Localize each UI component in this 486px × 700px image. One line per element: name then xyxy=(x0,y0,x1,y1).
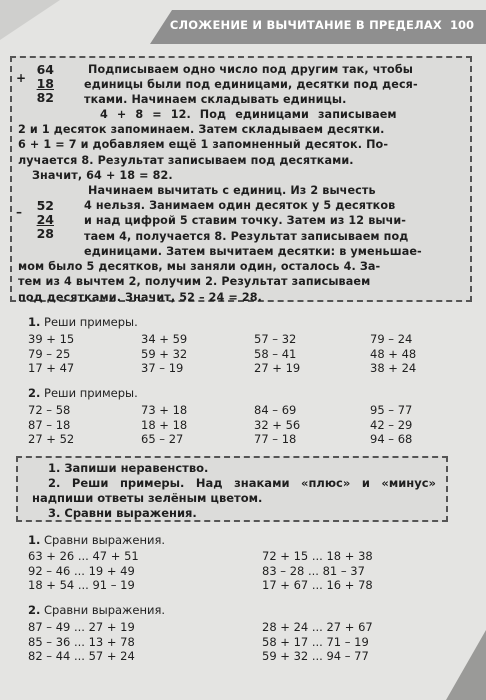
task1-example: 79 – 24 xyxy=(370,332,413,346)
task2-example: 72 – 58 xyxy=(28,403,71,417)
comparison-expression: 83 – 28 ... 81 – 37 xyxy=(262,563,365,578)
task1-number: 1. xyxy=(28,315,41,329)
addition-column xyxy=(28,63,54,105)
subtraction-explanation xyxy=(84,183,464,244)
add-line-6: 6 + 1 = 7 и добавляем ещё 1 запомненный десяток. По- xyxy=(18,138,389,152)
instruction-1: 1. Запиши неравенство. xyxy=(48,461,209,475)
add-line-4: 4 + 8 = 12. Под единицами записываем xyxy=(100,108,397,121)
task2-example: 18 + 18 xyxy=(141,417,188,432)
task2-example: 27 + 52 xyxy=(28,432,75,446)
task2-number: 2. xyxy=(28,386,41,400)
add-result: 82 xyxy=(36,90,54,105)
page-number: 100 xyxy=(449,18,474,32)
task1-example: 37 – 19 xyxy=(141,361,184,375)
task1-example: 58 – 41 xyxy=(254,346,297,361)
task3-title: Сравни выражения. xyxy=(44,533,166,547)
task2-column-1 xyxy=(28,403,74,447)
task1-example: 27 + 19 xyxy=(254,361,301,375)
instruction-2-cont: надпиши ответы зелёным цветом. xyxy=(32,491,263,505)
task1-example: 38 + 24 xyxy=(370,361,417,375)
task3-right-column xyxy=(262,549,373,593)
instruction-2: 2. Реши примеры. Над знаками «плюс» и «минус» xyxy=(48,476,436,490)
sub-line-5: единицами. Затем вычитаем десятки: в уменьшае- xyxy=(84,245,422,258)
task4-number: 2. xyxy=(28,603,41,617)
comparison-expression: 59 + 32 ... 94 – 77 xyxy=(262,649,369,663)
comparison-expression: 18 + 54 ... 91 – 19 xyxy=(28,578,135,592)
add-line-7: лучается 8. Результат записываем под десятками. xyxy=(18,153,354,167)
subtraction-column xyxy=(28,199,54,241)
add-line-8: Значит, 64 + 18 = 82. xyxy=(32,168,173,182)
task4-title: Сравни выражения. xyxy=(44,603,166,617)
comparison-expression: 87 – 49 ... 27 + 19 xyxy=(28,620,135,634)
task3-heading xyxy=(28,533,165,547)
add-line-5: 2 и 1 десяток запоминаем. Затем складываем десятки. xyxy=(18,123,385,137)
sub-line-1: Начинаем вычитать с единиц. Из 2 вычесть xyxy=(88,184,376,197)
task2-example: 73 + 18 xyxy=(141,403,188,417)
sub-line-7: тем из 4 вычтем 2, получим 2. Результат записываем xyxy=(18,275,371,289)
addition-explanation xyxy=(84,62,464,108)
comparison-expression: 92 – 46 ... 19 + 49 xyxy=(28,563,135,578)
add-line-2: единицы были под единицами, десятки под деся- xyxy=(84,78,418,92)
sub-line-8: под десятками. Значит, 52 – 24 = 28. xyxy=(18,290,263,304)
task3-left-column xyxy=(28,549,139,593)
task4-heading xyxy=(28,603,165,617)
subtraction-explanation-cont xyxy=(18,244,464,305)
add-top-number: 64 xyxy=(36,62,54,77)
task2-example: 87 – 18 xyxy=(28,417,71,432)
task2-title: Реши примеры. xyxy=(44,386,138,400)
page-edge-decoration xyxy=(446,630,486,700)
instruction-3: 3. Сравни выражения. xyxy=(48,506,197,520)
sub-sign: – xyxy=(16,205,22,219)
comparison-expression: 82 – 44 ... 57 + 24 xyxy=(28,649,135,663)
sub-top-number: 52 xyxy=(36,198,54,213)
task1-example: 59 + 32 xyxy=(141,346,188,361)
sub-line-4: таем 4, получается 8. Результат записываем под xyxy=(84,229,409,243)
task3-number: 1. xyxy=(28,533,41,547)
task1-example: 34 + 59 xyxy=(141,332,188,346)
task1-column-3 xyxy=(254,332,300,376)
page-corner-decoration xyxy=(0,0,60,40)
task2-example: 77 – 18 xyxy=(254,432,297,446)
task4-right-column xyxy=(262,620,373,664)
task2-example: 84 – 69 xyxy=(254,403,297,417)
task1-example: 57 – 32 xyxy=(254,332,297,346)
task1-column-1 xyxy=(28,332,74,376)
sub-bottom-number: 24 xyxy=(36,212,54,227)
task2-column-3 xyxy=(254,403,300,447)
task1-title: Реши примеры. xyxy=(44,315,138,329)
comparison-expression: 28 + 24 ... 27 + 67 xyxy=(262,620,373,634)
comparison-expression: 85 – 36 ... 13 + 78 xyxy=(28,634,135,649)
task1-column-4 xyxy=(370,332,416,376)
task1-example: 79 – 25 xyxy=(28,346,71,361)
comparison-expression: 17 + 67 ... 16 + 78 xyxy=(262,578,373,592)
comparison-expression: 63 + 26 ... 47 + 51 xyxy=(28,549,139,563)
addition-explanation-cont xyxy=(18,107,464,183)
sub-result: 28 xyxy=(36,226,54,241)
task1-example: 39 + 15 xyxy=(28,332,75,346)
chapter-title: СЛОЖЕНИЕ И ВЫЧИТАНИЕ В ПРЕДЕЛАХ xyxy=(169,18,442,32)
comparison-expression: 58 + 17 ... 71 – 19 xyxy=(262,634,369,649)
sub-line-6: мом было 5 десятков, мы заняли один, осталось 4. За- xyxy=(18,260,381,274)
task2-example: 32 + 56 xyxy=(254,417,301,432)
task1-example: 48 + 48 xyxy=(370,346,417,361)
sub-line-3: и над цифрой 5 ставим точку. Затем из 12 вычи- xyxy=(84,214,407,228)
task2-column-4 xyxy=(370,403,412,447)
task2-column-2 xyxy=(141,403,187,447)
task2-example: 65 – 27 xyxy=(141,432,184,446)
task4-left-column xyxy=(28,620,135,664)
task2-example: 94 – 68 xyxy=(370,432,413,446)
add-line-3: тками. Начинаем складывать единицы. xyxy=(84,93,347,107)
task1-column-2 xyxy=(141,332,187,376)
add-line-1: Подписываем одно число под другим так, чтобы xyxy=(88,63,413,76)
comparison-expression: 72 + 15 ... 18 + 38 xyxy=(262,549,373,563)
task1-heading xyxy=(28,315,138,329)
add-sign: + xyxy=(16,71,27,85)
task1-example: 17 + 47 xyxy=(28,361,75,375)
sub-line-2: 4 нельзя. Занимаем один десяток у 5 десятков xyxy=(84,199,396,213)
task2-example: 42 – 29 xyxy=(370,417,413,432)
add-bottom-number: 18 xyxy=(36,76,54,91)
task2-example: 95 – 77 xyxy=(370,403,413,417)
task2-heading xyxy=(28,386,138,400)
